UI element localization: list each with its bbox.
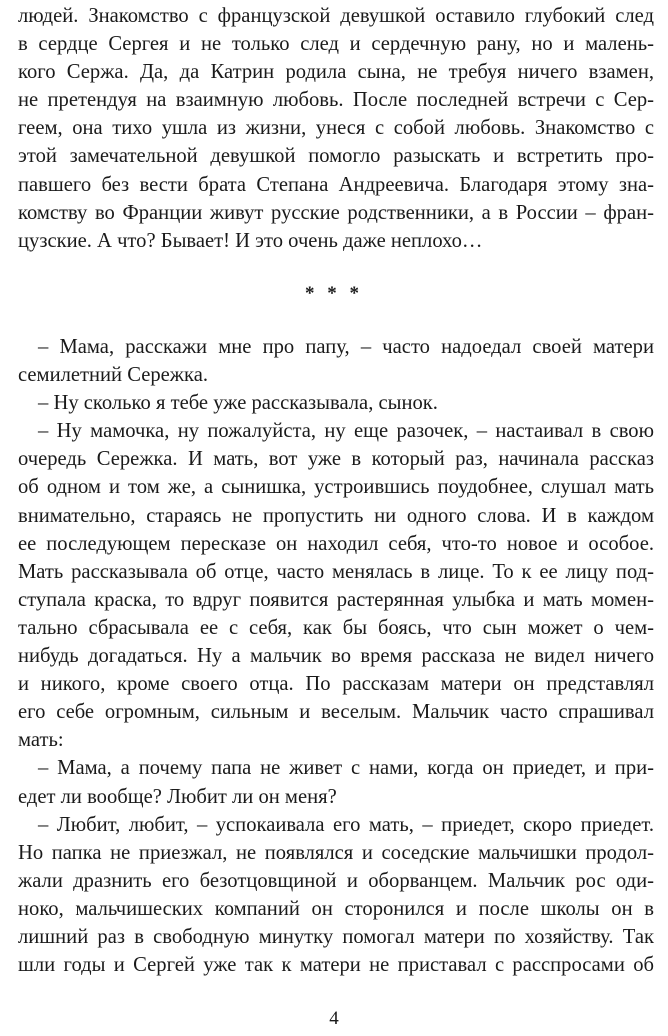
text-line: ее последующем пересказе он находил себя, что-то новое и особое. [18, 532, 654, 555]
dialogue-section [18, 333, 654, 979]
text-line: – Ну мамочка, ну пожалуйста, ну еще разочек, – настаивал в свою [38, 420, 654, 443]
paragraph-continued [18, 2, 654, 255]
text-line: людей. Знакомство с французской девушкой оставило глубокий след [18, 5, 654, 27]
text-line: этой замечательной девушкой помогло разыскать и встретить про- [18, 145, 654, 168]
text-line: и никого, кроме своего отца. По рассказам матери он представлял [18, 673, 654, 696]
section-separator: * * * [305, 283, 363, 304]
text-line: Мать рассказывала об отце, часто менялась в лице. То к ее лицу под- [18, 560, 654, 583]
text-line: не претендуя на взаимную любовь. После последней встречи с Сер- [18, 89, 654, 112]
page-number: 4 [329, 1008, 339, 1029]
text-line: ноко, мальчишеских компаний он сторонился и после школы он в [18, 897, 654, 920]
text-line: цузские. А что? Бывает! И это очень даже неплохо… [18, 229, 483, 252]
text-line: – Ну сколько я тебе уже рассказывала, сынок. [38, 392, 438, 415]
text-line: мать: [18, 729, 64, 752]
text-line: – Любит, любит, – успокаивала его мать, – приедет, скоро приедет. [38, 813, 654, 836]
text-line: – Мама, расскажи мне про папу, – часто надоедал своей матери [38, 336, 654, 358]
text-line: внимательно, стараясь не пропустить ни одного слова. И в каждом [18, 504, 654, 527]
text-line: об одном и том же, а сынишка, устроившись поудобнее, слушал мать [18, 476, 654, 499]
text-line: шли годы и Сергей уже так к матери не приставал с расспросами об [18, 954, 654, 977]
text-line: в сердце Сергея и не только след и сердечную рану, но и малень- [18, 33, 654, 56]
text-line: лишний раз в свободную минутку помогал матери по хозяйству. Так [18, 925, 654, 948]
text-line: тально сбрасывала ее с себя, как бы боясь, что сын может о чем- [18, 616, 654, 639]
text-line: семилетний Сережка. [18, 364, 208, 387]
text-line: геем, она тихо ушла из жизни, унеся с собой любовь. Знакомство с [18, 117, 654, 140]
text-line: – Мама, а почему папа не живет с нами, когда он приедет, и при- [38, 757, 654, 780]
text-line: ступала краска, то вдруг появится растерянная улыбка и мать момен- [18, 588, 654, 611]
text-line: нибудь догадаться. Ну а мальчик во время рассказа не видел ничего [18, 645, 654, 668]
text-line: Но папка не приезжал, не появлялся и соседские мальчишки продол- [18, 841, 654, 864]
text-line: кого Сержа. Да, да Катрин родила сына, не требуя ничего взамен, [18, 61, 654, 84]
text-line: жали дразнить его безотцовщиной и оборванцем. Мальчик рос оди- [18, 869, 654, 892]
text-line: едет ли вообще? Любит ли он меня? [18, 785, 337, 808]
text-line: павшего без вести брата Степана Андреевича. Благодаря этому зна- [18, 173, 654, 196]
text-line: комству во Франции живут русские родственники, а в России – фран- [18, 201, 654, 224]
text-line: очередь Сережка. И мать, вот уже в который раз, начинала рассказ [18, 448, 654, 471]
text-line: его себе огромным, сильным и веселым. Мальчик часто спрашивал [18, 701, 654, 724]
